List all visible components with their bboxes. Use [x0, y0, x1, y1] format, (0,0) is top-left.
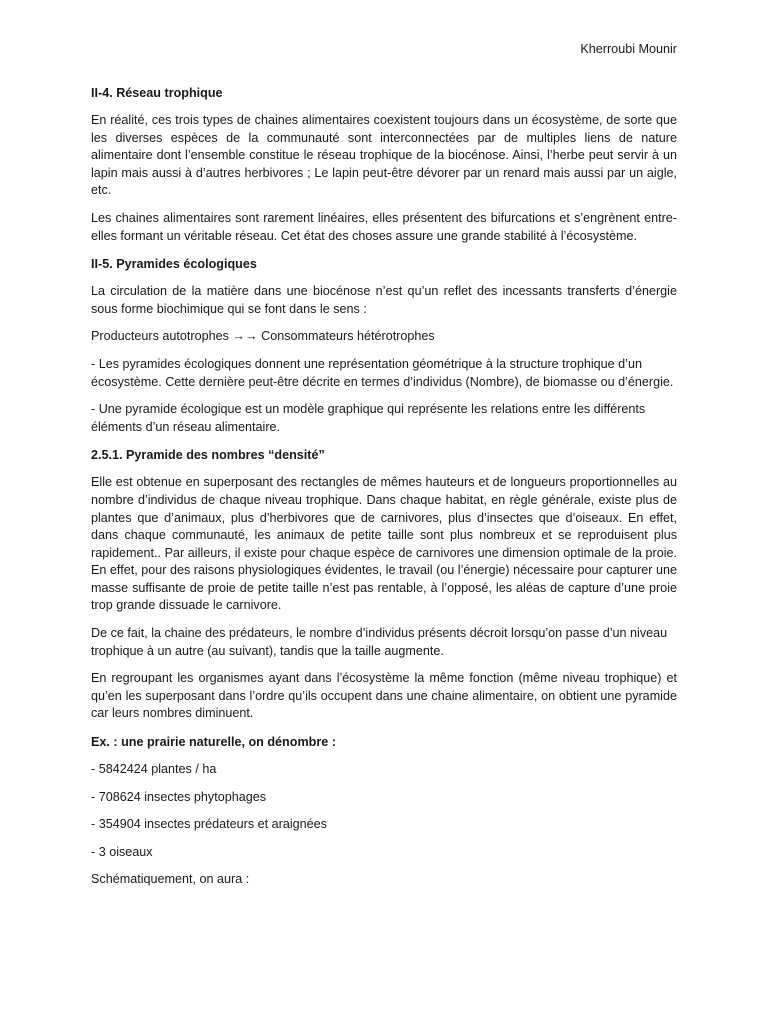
document-body — [91, 84, 677, 899]
author-name: Kherroubi Mounir — [580, 42, 677, 56]
list-item: - 3 oiseaux — [91, 844, 153, 859]
list-item: - 708624 insectes phytophages — [91, 789, 267, 804]
list-item: - 5842424 plantes / ha — [91, 762, 217, 777]
paragraph: En réalité, ces trois types de chaines alimentaires coexistent toujours dans un écosystème, de sorte que les diverses espèces de la communauté sont interconnectées par de multiples liens de nature alimentaire dont l’ensemble constitue le réseau trophique de la biocénose. Ainsi, l’herbe peut servir à un lapin mais aussi à d’autres herbivores ; Le lapin peut-être dévorer par un renard mais aussi par un aigle, etc. — [91, 113, 677, 198]
example-intro: Ex. : une prairie naturelle, on dénombre : — [91, 735, 336, 750]
paragraph: Elle est obtenue en superposant des rectangles de mêmes hauteurs et de longueurs proportionnelles au nombre d’individus de chaque niveau trophique. Dans chaque habitat, en règle générale, existe plus de plantes que d’animaux, plus d’herbivores que de carnivores, plus d’insectes que d’oiseaux. En effet, dans chaque communauté, les animaux de petite taille sont plus nombreux et se reproduisent plus rapidement.. Par ailleurs, il existe pour chaque espèce de carnivores une dimension optimale de la proie. En effet, pour des raisons physiologiques évidentes, le travail (ou l’énergie) nécessaire pour capturer une masse suffisante de proie de petite taille n’est pas rentable, à l’opposé, les aléas de capture d’une proie trop grande dissuade le carnivore. — [91, 475, 677, 613]
closing-line: Schématiquement, on aura : — [91, 872, 250, 887]
section-heading-pyramide-des-nombres: 2.5.1. Pyramide des nombres “densité” — [91, 448, 325, 463]
example-list — [91, 761, 677, 861]
paragraph-flow: Producteurs autotrophes →→ Consommateurs hétérotrophes — [91, 329, 435, 344]
paragraph: - Les pyramides écologiques donnent une représentation géométrique à la structure trophique d’un écosystème. Cette dernière peut-être décrite en termes d’individus (Nombre), de biomasse ou d’énergie. — [91, 356, 674, 389]
paragraph: De ce fait, la chaine des prédateurs, le nombre d’individus présents décroit lorsqu’on passe d’un niveau trophique à un autre (au suivant), tandis que la taille augmente. — [91, 626, 668, 658]
section-heading-pyramides-ecologiques: II-5. Pyramides écologiques — [91, 257, 257, 272]
paragraph: - Une pyramide écologique est un modèle graphique qui représente les relations entre les différents éléments d’un réseau alimentaire. — [91, 402, 646, 434]
paragraph: En regroupant les organismes ayant dans l’écosystème la même fonction (même niveau trophique) et qu’en les superposant dans l’ordre qu’ils occupent dans une chaine alimentaire, on obtient une pyramide car leurs nombres diminuent. — [91, 671, 677, 721]
list-item: - 354904 insectes prédateurs et araignées — [91, 817, 327, 832]
section-heading-reseau-trophique: II-4. Réseau trophique — [91, 86, 223, 100]
paragraph: La circulation de la matière dans une biocénose n’est qu’un reflet des incessants transferts d’énergie sous forme biochimique qui se font dans le sens : — [91, 284, 677, 316]
paragraph: Les chaines alimentaires sont rarement linéaires, elles présentent des bifurcations et s’engrènent entre-elles formant un véritable réseau. Cet état des choses assure une grande stabilité à l’écosystème. — [91, 210, 677, 243]
